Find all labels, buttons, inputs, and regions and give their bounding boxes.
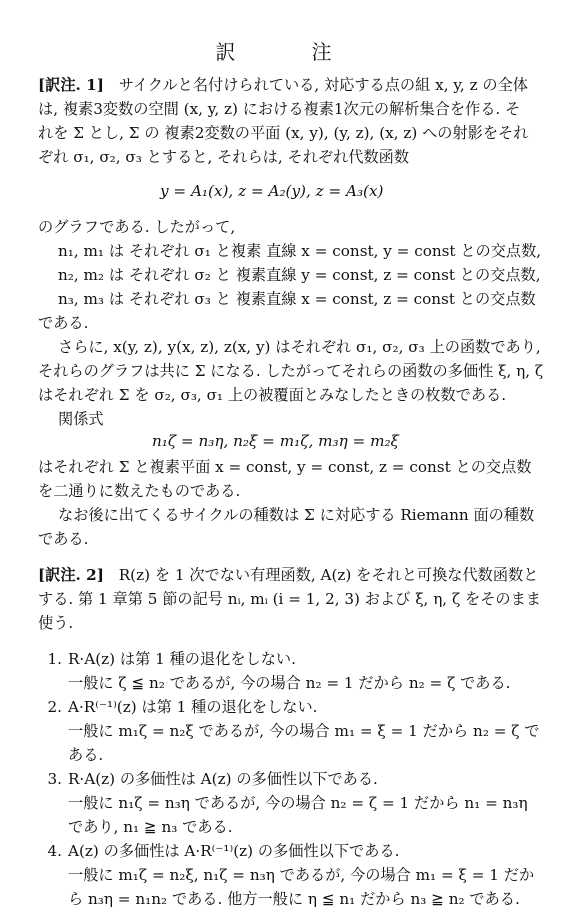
- list-item-1-number: 1.: [47, 650, 62, 668]
- note1-text-13: 関係式: [58, 410, 104, 428]
- list-item-4-body-2: ら n₃η = n₁n₂ である. 他方一般に η ≦ n₁ だから n₃ ≧ n₂ である.: [68, 890, 520, 908]
- list-item-3-number: 3.: [47, 770, 62, 788]
- note1-text-16: なお後に出てくるサイクルの種数は Σ に対応する Riemann 面の種数: [58, 506, 535, 524]
- list-item-3-body-2: であり, n₁ ≧ n₃ である.: [68, 818, 233, 836]
- note1-text-4: ぞれ σ₁, σ₂, σ₃ とすると, それらは, それぞれ代数函数: [38, 148, 410, 166]
- list-item-4: [40, 842, 399, 860]
- list-item-1-body-1: 一般に ζ ≦ n₂ であるが, 今の場合 n₂ = 1 だから n₂ = ζ である.: [68, 674, 511, 692]
- list-item-2-head: A·R⁽⁻¹⁾(z) は第 1 種の退化をしない.: [68, 698, 318, 716]
- note1-text-9: である.: [38, 314, 89, 332]
- note1-label: [訳注. 1]: [38, 76, 104, 94]
- list-item-4-number: 4.: [47, 842, 62, 860]
- list-item-3-body-1: 一般に n₁ζ = n₃η であるが, 今の場合 n₂ = ζ = 1 だから n₁ = n₃η: [68, 794, 528, 812]
- note1-text-14: はそれぞれ Σ と複素平面 x = const, y = const, z = const との交点数: [38, 458, 532, 476]
- note1-text-15: を二通りに数えたものである.: [38, 482, 241, 500]
- note1-text-5: のグラフである. したがって,: [38, 218, 236, 236]
- note2-text-2: する. 第 1 章第 5 節の記号 nᵢ, mᵢ (i = 1, 2, 3) および ξ, η, ζ をそのまま: [38, 590, 541, 608]
- page-title: 訳 注: [215, 40, 360, 64]
- list-item-2-body-2: ある.: [68, 746, 104, 764]
- list-item-1: [40, 650, 296, 668]
- note1-equation-1: y = A₁(x), z = A₂(y), z = A₃(x): [160, 182, 384, 200]
- list-item-4-body-1: 一般に m₁ζ = n₂ξ, n₁ζ = n₃η であるが, 今の場合 m₁ = ξ = 1 だか: [68, 866, 535, 884]
- note1-text-11: それらのグラフは共に Σ になる. したがってそれらの函数の多価性 ξ, η, ζ: [38, 362, 544, 380]
- note1-text-3: れを Σ とし, Σ の 複素2変数の平面 (x, y), (y, z), (x, z) への射影をそれ: [38, 124, 529, 142]
- note2-label: [訳注. 2]: [38, 566, 104, 584]
- note1-text-6: n₁, m₁ は それぞれ σ₁ と複素 直線 x = const, y = const との交点数,: [58, 242, 542, 260]
- note1-equation-2: n₁ζ = n₃η, n₂ξ = m₁ζ, m₃η = m₂ξ: [152, 432, 399, 450]
- note2-line-1: [38, 566, 538, 584]
- note2-text-3: 使う.: [38, 614, 74, 632]
- list-item-3-head: R·A(z) の多価性は A(z) の多価性以下である.: [68, 770, 378, 788]
- list-item-3: [40, 770, 378, 788]
- note1-text-7: n₂, m₂ は それぞれ σ₂ と 複素直線 y = const, z = const との交点数,: [58, 266, 541, 284]
- note1-text-10: さらに, x(y, z), y(x, z), z(x, y) はそれぞれ σ₁, σ₂, σ₃ 上の函数であり,: [58, 338, 541, 356]
- list-item-4-head: A(z) の多価性は A·R⁽⁻¹⁾(z) の多価性以下である.: [68, 842, 400, 860]
- note1-text-1: サイクルと名付けられている, 対応する点の組 x, y, z の全体: [118, 76, 528, 94]
- list-item-1-head: R·A(z) は第 1 種の退化をしない.: [68, 650, 296, 668]
- note2-text-1: R(z) を 1 次でない有理函数, A(z) をそれと可換な代数函数と: [118, 566, 539, 584]
- note1-line-1: [38, 76, 528, 94]
- note1-text-8: n₃, m₃ は それぞれ σ₃ と 複素直線 x = const, z = const との交点数: [58, 290, 536, 308]
- note1-text-17: である.: [38, 530, 89, 548]
- list-item-2-number: 2.: [47, 698, 62, 716]
- note1-text-2: は, 複素3変数の空間 (x, y, z) における複素1次元の解析集合を作る. そ: [38, 100, 521, 118]
- list-item-2-body-1: 一般に m₁ζ = n₂ξ であるが, 今の場合 m₁ = ξ = 1 だから n₂ = ζ で: [68, 722, 540, 740]
- note1-text-12: はそれぞれ Σ を σ₂, σ₃, σ₁ 上の被覆面とみなしたときの枚数である.: [38, 386, 507, 404]
- list-item-2: [40, 698, 318, 716]
